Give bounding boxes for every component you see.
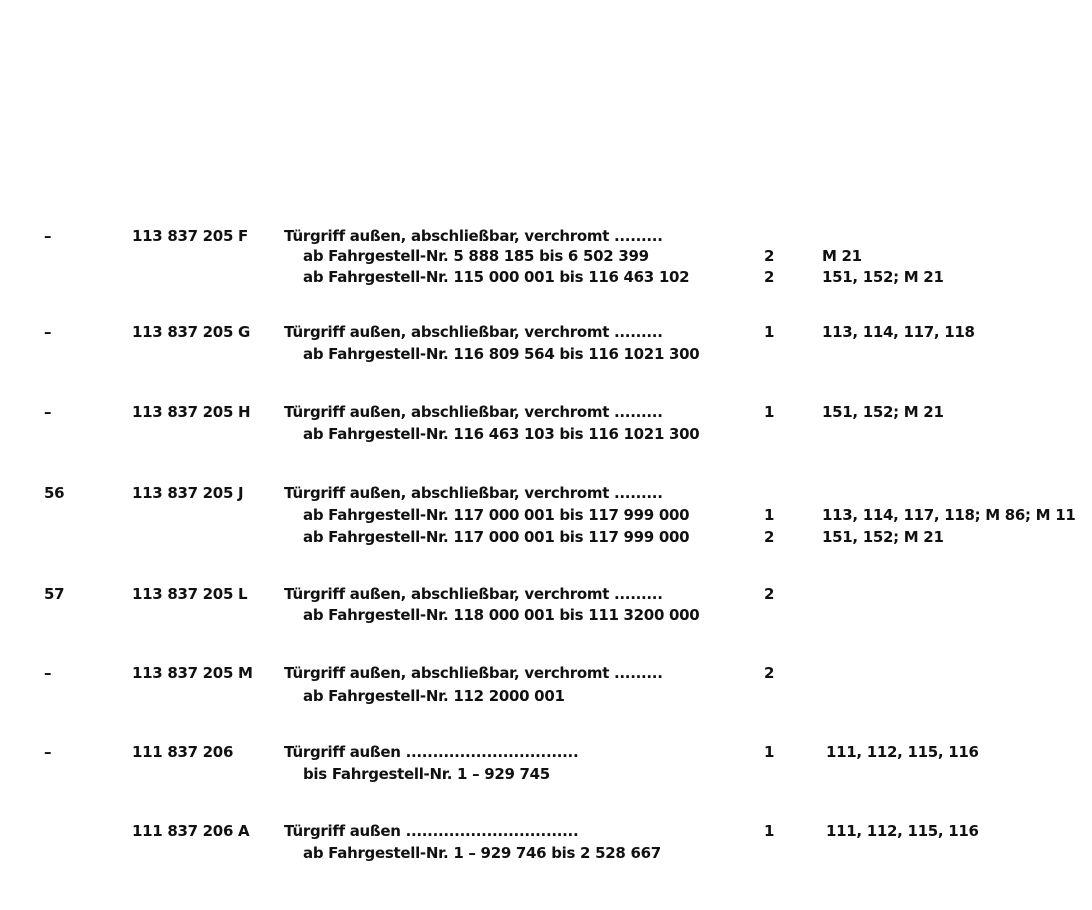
part-description: Türgriff außen, abschließbar, verchromt .........	[284, 403, 663, 421]
quantity: 1	[764, 743, 775, 761]
entry-line	[0, 321, 1092, 343]
quantity: 1	[764, 822, 775, 840]
entry-line	[0, 604, 1092, 626]
chassis-range: ab Fahrgestell-Nr. 116 809 564 bis 116 1021 300	[303, 345, 700, 363]
remarks: 111, 112, 115, 116	[826, 743, 979, 761]
entry-line	[0, 343, 1092, 365]
quantity: 2	[764, 585, 775, 603]
chassis-range: bis Fahrgestell-Nr. 1 – 929 745	[303, 765, 550, 783]
chassis-range: ab Fahrgestell-Nr. 115 000 001 bis 116 463 102	[303, 268, 690, 286]
part-description: Türgriff außen, abschließbar, verchromt .........	[284, 585, 663, 603]
quantity: 1	[764, 323, 775, 341]
part-number: 113 837 205 M	[132, 664, 253, 682]
quantity: 2	[764, 664, 775, 682]
entry-line	[0, 401, 1092, 423]
chassis-range: ab Fahrgestell-Nr. 1 – 929 746 bis 2 528 667	[303, 844, 661, 862]
part-number: 111 837 206	[132, 743, 234, 761]
quantity: 2	[764, 268, 775, 286]
entry-line	[0, 225, 1092, 247]
part-description: Türgriff außen, abschließbar, verchromt .........	[284, 484, 663, 502]
part-number: 113 837 205 J	[132, 484, 244, 502]
figure-number: –	[44, 323, 52, 341]
remarks: 111, 112, 115, 116	[826, 822, 979, 840]
entry-line	[0, 741, 1092, 763]
part-number: 113 837 205 G	[132, 323, 251, 341]
part-number: 113 837 205 F	[132, 227, 248, 245]
chassis-range: ab Fahrgestell-Nr. 117 000 001 bis 117 999 000	[303, 528, 690, 546]
entry-line	[0, 482, 1092, 504]
quantity: 2	[764, 528, 775, 546]
figure-number: –	[44, 403, 52, 421]
remarks: 151, 152; M 21	[822, 528, 944, 546]
remarks: M 21	[822, 247, 862, 265]
entry-line	[0, 245, 1092, 267]
figure-number: 57	[44, 585, 65, 603]
entry-line	[0, 526, 1092, 548]
part-description: Türgriff außen, abschließbar, verchromt .........	[284, 323, 663, 341]
figure-number: 56	[44, 484, 65, 502]
remarks: 151, 152; M 21	[822, 268, 944, 286]
entry-line	[0, 423, 1092, 445]
quantity: 1	[764, 403, 775, 421]
figure-number: –	[44, 743, 52, 761]
entry-line	[0, 583, 1092, 605]
remarks: 151, 152; M 21	[822, 403, 944, 421]
remarks: 113, 114, 117, 118	[822, 323, 975, 341]
chassis-range: ab Fahrgestell-Nr. 118 000 001 bis 111 3200 000	[303, 606, 700, 624]
entry-line	[0, 820, 1092, 842]
part-description: Türgriff außen, abschließbar, verchromt .........	[284, 664, 663, 682]
chassis-range: ab Fahrgestell-Nr. 116 463 103 bis 116 1021 300	[303, 425, 700, 443]
entry-line	[0, 685, 1092, 707]
entry-line	[0, 842, 1092, 864]
chassis-range: ab Fahrgestell-Nr. 5 888 185 bis 6 502 399	[303, 247, 649, 265]
part-number: 113 837 205 H	[132, 403, 251, 421]
entry-line	[0, 504, 1092, 526]
part-description: Türgriff außen ................................	[284, 822, 579, 840]
entry-line	[0, 662, 1092, 684]
quantity: 1	[764, 506, 775, 524]
quantity: 2	[764, 247, 775, 265]
chassis-range: ab Fahrgestell-Nr. 117 000 001 bis 117 999 000	[303, 506, 690, 524]
part-description: Türgriff außen, abschließbar, verchromt .........	[284, 227, 663, 245]
chassis-range: ab Fahrgestell-Nr. 112 2000 001	[303, 687, 565, 705]
part-number: 113 837 205 L	[132, 585, 248, 603]
remarks: 113, 114, 117, 118; M 86; M 11	[822, 506, 1076, 524]
entry-line	[0, 763, 1092, 785]
figure-number: –	[44, 227, 52, 245]
part-description: Türgriff außen ................................	[284, 743, 579, 761]
part-number: 111 837 206 A	[132, 822, 250, 840]
figure-number: –	[44, 664, 52, 682]
entry-line	[0, 266, 1092, 288]
